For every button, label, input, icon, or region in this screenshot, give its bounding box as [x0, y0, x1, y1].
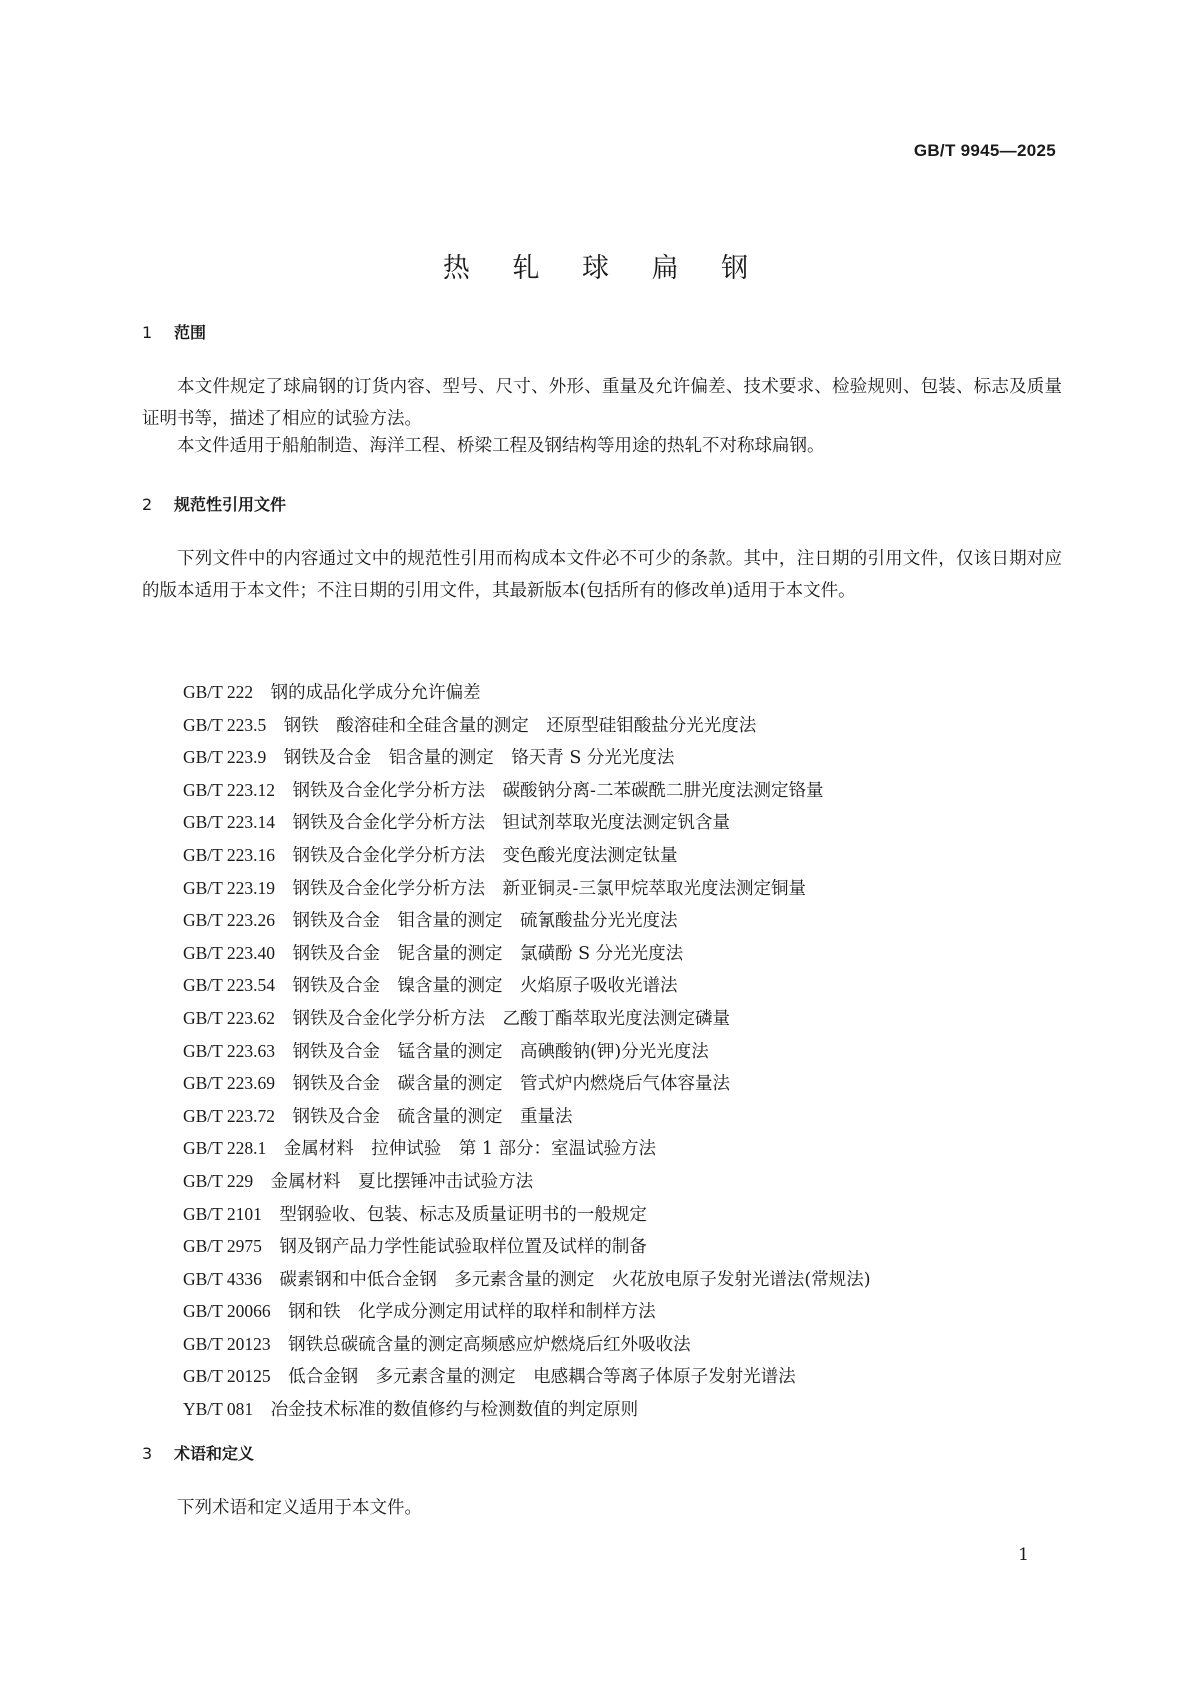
reference-code: GB/T 223.26: [183, 910, 276, 931]
reference-code: GB/T 4336: [183, 1268, 262, 1289]
reference-item: [183, 1199, 871, 1232]
section-number: 2: [142, 495, 153, 514]
reference-code: GB/T 223.12: [183, 779, 276, 800]
reference-item: [183, 710, 871, 743]
reference-item: [183, 905, 871, 938]
reference-title: 钢铁及合金 钼含量的测定 硫氰酸盐分光光度法: [292, 911, 678, 932]
reference-title: 钢铁及合金 铝含量的测定 铬天青 S 分光光度法: [283, 748, 675, 769]
reference-code: GB/T 20125: [183, 1366, 271, 1387]
reference-item: [183, 873, 871, 906]
reference-code: GB/T 223.5: [183, 714, 267, 735]
reference-title: 钢铁及合金化学分析方法 碳酸钠分离-二苯碳酰二肼光度法测定铬量: [292, 780, 824, 801]
reference-code: YB/T 081: [183, 1399, 254, 1420]
section-terms-heading: [142, 1441, 254, 1464]
reference-title: 钢铁及合金化学分析方法 乙酸丁酯萃取光度法测定磷量: [292, 1008, 731, 1029]
reference-code: GB/T 223.19: [183, 877, 276, 898]
reference-code: GB/T 20123: [183, 1333, 271, 1354]
reference-title: 钢铁及合金 碳含量的测定 管式炉内燃烧后气体容量法: [292, 1074, 731, 1095]
reference-title: 金属材料 夏比摆锤冲击试验方法: [270, 1171, 534, 1192]
terms-intro: 下列术语和定义适用于本文件。: [177, 1498, 422, 1518]
reference-code: GB/T 229: [183, 1170, 254, 1191]
reference-title: 钢铁及合金化学分析方法 钽试剂萃取光度法测定钒含量: [292, 813, 731, 834]
reference-code: GB/T 2101: [183, 1203, 262, 1224]
reference-item: [183, 840, 871, 873]
reference-title: 钢铁及合金 铌含量的测定 氯磺酚 S 分光光度法: [292, 943, 684, 964]
section-title: 范围: [174, 323, 207, 342]
document-title: 热 轧 球 扁 钢: [442, 253, 766, 284]
reference-title: 碳素钢和中低合金钢 多元素含量的测定 火花放电原子发射光谱法(常规法): [279, 1269, 871, 1290]
reference-title: 钢铁及合金 锰含量的测定 高碘酸钠(钾)分光光度法: [292, 1041, 709, 1062]
reference-item: [183, 1296, 871, 1329]
reference-code: GB/T 223.72: [183, 1105, 276, 1126]
reference-code: GB/T 223.62: [183, 1007, 276, 1028]
reference-code: GB/T 223.54: [183, 975, 276, 996]
section-number: 1: [142, 323, 153, 342]
reference-code: GB/T 223.16: [183, 844, 276, 865]
reference-title: 型钢验收、包装、标志及质量证明书的一般规定: [279, 1204, 647, 1225]
reference-title: 钢铁及合金化学分析方法 新亚铜灵-三氯甲烷萃取光度法测定铜量: [292, 878, 806, 899]
section-title: 规范性引用文件: [174, 495, 287, 514]
scope-paragraph-2: 本文件适用于船舶制造、海洋工程、桥梁工程及钢结构等用途的热轧不对称球扁钢。: [177, 436, 825, 456]
reference-code: GB/T 223.14: [183, 812, 276, 833]
reference-title: 钢铁及合金化学分析方法 变色酸光度法测定钛量: [292, 845, 678, 866]
reference-item: [183, 742, 871, 775]
reference-item: [183, 1133, 871, 1166]
section-number: 3: [142, 1444, 153, 1463]
reference-list: [183, 677, 871, 1427]
section-references-heading: [142, 492, 286, 515]
scope-paragraph-1: 本文件规定了球扁钢的订货内容、型号、尺寸、外形、重量及允许偏差、技术要求、检验规则、包装、标志及质量证明书等，描述了相应的试验方法。: [142, 377, 1062, 429]
reference-code: GB/T 228.1: [183, 1138, 267, 1159]
reference-item: [183, 1166, 871, 1199]
reference-item: [183, 1394, 871, 1427]
reference-title: 钢的成品化学成分允许偏差: [270, 683, 481, 703]
reference-item: [183, 1231, 871, 1264]
page-number: 1: [1018, 1545, 1029, 1565]
reference-title: 金属材料 拉伸试验 第 1 部分：室温试验方法: [283, 1139, 657, 1160]
reference-item: [183, 677, 871, 710]
reference-item: [183, 807, 871, 840]
reference-title: 钢和铁 化学成分测定用试样的取样和制样方法: [288, 1302, 656, 1323]
reference-code: GB/T 223.9: [183, 747, 267, 768]
reference-item: [183, 1329, 871, 1362]
reference-item: [183, 1361, 871, 1394]
section-scope-heading: [142, 320, 206, 343]
reference-code: GB/T 223.63: [183, 1040, 276, 1061]
reference-item: [183, 1003, 871, 1036]
reference-code: GB/T 223.69: [183, 1073, 276, 1094]
standard-number: GB/T 9945—2025: [913, 141, 1056, 160]
reference-code: GB/T 2975: [183, 1236, 262, 1257]
references-intro: 下列文件中的内容通过文中的规范性引用而构成本文件必不可少的条款。其中，注日期的引用文件，仅该日期对应的版本适用于本文件；不注日期的引用文件，其最新版本(包括所有的修改单)适用于本文件。: [142, 549, 1062, 601]
reference-item: [183, 775, 871, 808]
reference-item: [183, 1036, 871, 1069]
reference-title: 钢铁 酸溶硅和全硅含量的测定 还原型硅钼酸盐分光光度法: [283, 715, 757, 736]
reference-title: 钢铁及合金 硫含量的测定 重量法: [292, 1106, 573, 1127]
reference-item: [183, 938, 871, 971]
section-title: 术语和定义: [174, 1444, 255, 1463]
reference-item: [183, 970, 871, 1003]
reference-item: [183, 1264, 871, 1297]
reference-title: 冶金技术标准的数值修约与检测数值的判定原则: [270, 1400, 639, 1421]
reference-item: [183, 1101, 871, 1134]
reference-title: 钢铁总碳硫含量的测定高频感应炉燃烧后红外吸收法: [288, 1334, 691, 1355]
reference-code: GB/T 222: [183, 682, 254, 702]
reference-item: [183, 1068, 871, 1101]
reference-title: 低合金钢 多元素含量的测定 电感耦合等离子体原子发射光谱法: [288, 1367, 796, 1388]
reference-code: GB/T 20066: [183, 1301, 271, 1322]
reference-title: 钢铁及合金 镍含量的测定 火焰原子吸收光谱法: [292, 976, 678, 997]
reference-title: 钢及钢产品力学性能试验取样位置及试样的制备: [279, 1237, 647, 1258]
reference-code: GB/T 223.40: [183, 942, 276, 963]
